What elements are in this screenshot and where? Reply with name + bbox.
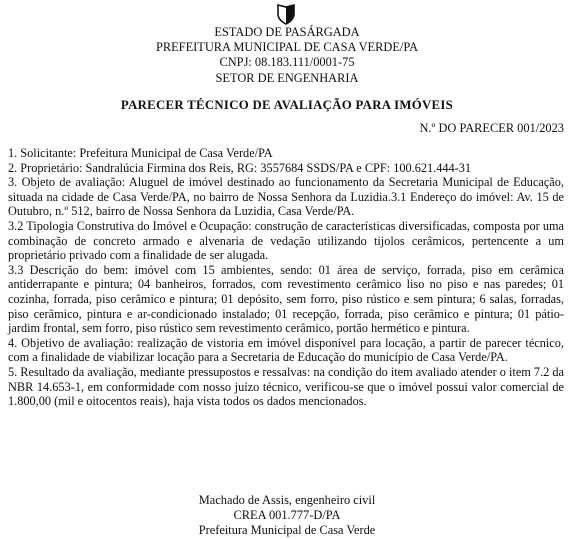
- document-header: [0, 25, 574, 86]
- document-body: [8, 146, 564, 409]
- signer-crea: CREA 001.777-D/PA: [233, 508, 341, 522]
- sector-name: SETOR DE ENGENHARIA: [215, 70, 359, 85]
- signer-organization: Prefeitura Municipal de Casa Verde: [198, 523, 376, 537]
- shield-crest-icon: [276, 3, 296, 25]
- state-name: ESTADO DE PASÁRGADA: [214, 25, 360, 39]
- prefeitura-name: PREFEITURA MUNICIPAL DE CASA VERDE/PA: [155, 40, 419, 55]
- paragraph-tipologia: 3.2 Tipologia Construtiva do Imóvel e Ocupação: construção de características diversificadas, composta por uma combinação de concreto armado e alvenaria de vedação utilizando tijolos cerâmicos, pertencente a um proprietário privado com a finalidade de ser alugada.: [8, 218, 564, 263]
- parecer-number: N.º DO PARECER 001/2023: [419, 121, 564, 135]
- cnpj-line: CNPJ: 08.183.111/0001-75: [219, 55, 355, 70]
- paragraph-proprietario: 2. Proprietário: Sandralúcia Firmina dos Reis, RG: 3557684 SSDS/PA e CPF: 100.621.444-31: [8, 160, 472, 175]
- document-title: PARECER TÉCNICO DE AVALIAÇÃO PARA IMÓVEIS: [120, 98, 454, 112]
- paragraph-descricao: 3.3 Descrição do bem: imóvel com 15 ambientes, sendo: 01 área de serviço, forrada, piso em cerâmica antiderrapante e pintura; 04 banheiros, forrados, com revestimento cerâmico liso no piso e nas paredes; 01 cozinha, forrada, piso cerâmico e pintura; 01 depósito, sem forro, piso rústico e sem pintura; 6 salas, forradas, piso cerâmico, pintura e ar-condicionado instalado; 01 recepção, forrada, piso cerâmico e pintura; 01 pátio-jardim frontal, sem forro, piso rústico sem revestimento cerâmico, portão hermético e pintura.: [8, 262, 564, 336]
- paragraph-objeto: 3. Objeto de avaliação: Aluguel de imóvel destinado ao funcionamento da Secretaria Municipal de Educação, situada na cidade de Casa Verde/PA, no bairro de Nossa Senhora da Luzidia.3.1 Endereço do imóvel: Av. 15 de Outubro, n.º 512, bairro de Nossa Senhora da Luzidia, Casa Verde/PA.: [8, 175, 564, 219]
- paragraph-objetivo: 4. Objetivo de avaliação: realização de vistoria em imóvel disponível para locação, a partir de parecer técnico, com a finalidade de viabilizar locação para a Secretaria de Educação do município de Casa Verde/PA.: [8, 335, 564, 365]
- paragraph-solicitante: 1. Solicitante: Prefeitura Municipal de Casa Verde/PA: [8, 146, 273, 160]
- signer-name: Machado de Assis, engenheiro civil: [198, 493, 376, 507]
- signature-block: [0, 493, 574, 538]
- paragraph-resultado: 5. Resultado da avaliação, mediante pressupostos e ressalvas: na condição do item avaliado atender o item 7.2 da NBR 14.653-1, em conformidade com nosso juízo técnico, verificou-se que o imóvel possui valor comercial de 1.800,00 (mil e oitocentos reais), haja vista todos os dados mencionados.: [8, 364, 564, 409]
